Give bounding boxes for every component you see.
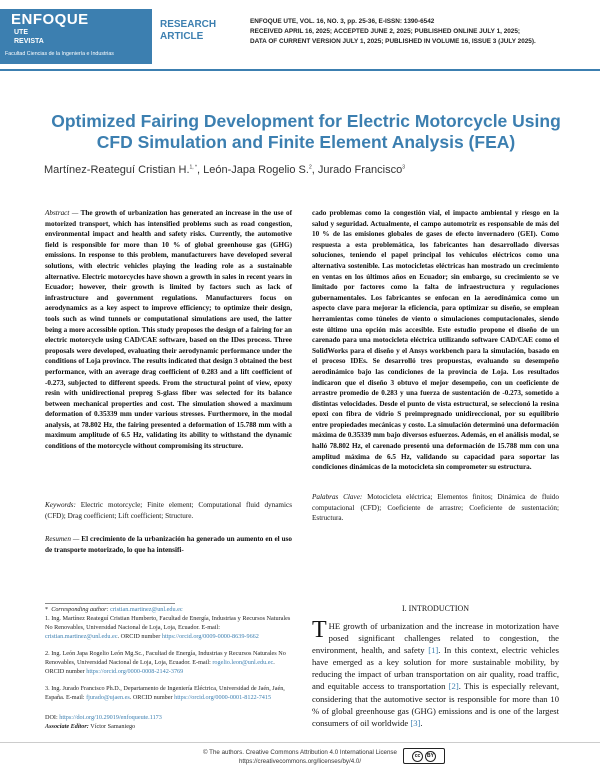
logo-line-ute: UTE (14, 29, 28, 36)
palabras-lead: Palabras Clave: (312, 493, 363, 501)
header-rule (0, 69, 600, 71)
footnote-1 (45, 614, 295, 642)
resumen-left (45, 534, 292, 555)
footnote-1-email-link[interactable]: cristian.martinez@unl.edu.ec (45, 633, 118, 641)
citation-link-3[interactable]: [3] (410, 717, 421, 728)
attribution-icon: BY (425, 751, 436, 762)
footnote-1-orcid-link[interactable]: https://orcid.org/0009-0000-8639-9662 (161, 633, 259, 641)
footnote-1-orcid-label: . ORCID number (117, 633, 161, 641)
abstract-text: The growth of urbanization has generated an increase in the use of motorized transport, which has intensified problems such as road congestion, environmental impact and health and safety risks. Currently, the automotive field is responsible for more than 10 % of global greenhouse gas (GHG) emissions. In response to this problem, manufacturers have developed several solutions, with electric vehicles playing the leading role as a sustainable alternative. Electric motorcycles have shown a growth in sales in recent years in Ecuador; however, their growth is limited by factors such as lack of infrastructure and government regulations. Manufacturers focus on aerodynamics as a key aspect to improve efficiency; to optimize their design, tools such as wind tunnels or computational simulations are used, the latter being a more accessible option. This study proposes the design of a fairing for an electric motorcycle using CAD/CAE software, based on the IDes process. Three proposals were developed, evaluating their aerodynamic performance under the conditions of Loja province. The results indicated that design 3 obtained the best performance, with an average drag coefficient of 0.283 and a lift coefficient of -0.273, subjected to different speeds. From the structural point of view, epoxy resin with unidirectional prepreg S-glass fiber was selected for its balance between mechanical properties and cost. The simulation showed a maximum deformation of 0.35339 mm under various stresses. Furthermore, in the modal analysis, at 78.802 Hz, the fairing presented a deformation of 15.788 mm with a maximum amplitude of 6.5 Hz, validating its ability to withstand the dynamic conditions of the motorcycle without compromising its structure. (45, 209, 293, 451)
section-heading-introduction: I. INTRODUCTION (401, 604, 470, 613)
footnote-3-email-link[interactable]: fjurado@ujaen.es (86, 694, 130, 702)
footnote-3 (45, 684, 295, 702)
license-text: © The authors. Creative Commons Attribution 4.0 International License (203, 749, 397, 756)
author-1: Martínez-Reateguí Cristian H. (44, 164, 190, 176)
author-2: , León-Japa Rogelio S. (197, 164, 309, 176)
footnote-2 (45, 649, 295, 677)
citation-link-1[interactable]: [1] (428, 645, 439, 656)
editor-label: Associate Editor: (45, 723, 89, 730)
footnote-3-number: 3. (45, 685, 50, 692)
corresponding-label: Corresponding author: (51, 606, 109, 613)
abstract (45, 208, 292, 452)
journal-info-line2: RECEIVED APRIL 16, 2025; ACCEPTED JUNE 2, 2025; PUBLISHED ONLINE JULY 1, 2025; (250, 28, 521, 35)
keywords-lead: Keywords: (45, 501, 76, 509)
footer-rule (0, 742, 600, 743)
footnote-3-orcid-link[interactable]: https://orcid.org/0000-0001-8122-7415 (174, 694, 272, 702)
introduction-text (312, 617, 559, 729)
article-title: Optimized Fairing Development for Electric Motorcycle Using CFD Simulation and Finite Element Analysis (FEA) (51, 111, 561, 152)
resumen-right: cado problemas como la congestión vial, el impacto ambiental y riesgo en la salud y seguridad. Actualmente, el campo automotriz es responsable de más del 10 % de las emisiones globales de gases de efecto invernadero (GEI). Como respuesta a esta problemática, los fabricantes han desarrollado diversas soluciones, teniendo el papel principal los vehículos eléctricos como una alternativa sostenible. Las motocicletas eléctricas han mostrado un crecimiento en ventas en los últimos años en Ecuador; sin embargo, su crecimiento se ve limitado por factores como la falta de infraestructura y regulaciones gubernamentales. Los fabricantes se enfocan en la aerodinámica como un aspecto clave para mejorar la eficiencia, para optimizar su diseño, se emplean herramientas como túneles de viento o simulaciones computacionales, siendo este último una opción más accesible. Este estudio propone el diseño de un carenado para una motocicleta eléctrica utilizando software CAD/CAE como el SolidWorks para el diseño y el Ansys workbench para la simulación, basado en el proceso IDEs. Se desarrolló tres propuestas, evaluando su desempeño aerodinámico bajo las condiciones de la provincia de Loja. Los resultados indicaron que el diseño 3 obtuvo el mejor desempeño, con un coeficiente de arrastre promedio de 0.283 y una fuerza de sustentación de -0.273, sometido a distintas velocidades. Desde el punto de vista estructural, se seleccionó la resina epoxi con fibra de vidrio S preimpregnado unidireccional, por su equilibrio entre propiedades mecánicas y costo. La simulación determinó una deformación máxima de 0.35339 mm bajo diversos esfuerzos. Además, en el análisis modal, se halló 78.802 Hz, el carenado presentó una deformación de 15.788 mm con una amplitud máxima de 6.5 Hz, validando su capacidad para soportar las condiciones dinámicas de la motocicleta sin comprometer su estructura. (312, 209, 559, 472)
journal-logo (0, 9, 152, 64)
citation-link-2[interactable]: [2] (448, 681, 459, 692)
intro-text-b: . In this context, electric vehicles have emerged as a key solution for more sustainable mobility, by reducing the impact of urban transportation on air quality, road traffic, and equitable access to transportation (312, 645, 559, 692)
journal-info (250, 17, 595, 47)
journal-info-line1: ENFOQUE UTE, VOL. 16, NO. 3, pp. 25-36, E-ISSN: 1390-6542 (250, 18, 435, 25)
author-3: , Jurado Francisco (311, 164, 403, 176)
doi-line (45, 713, 295, 722)
corresponding-email-link[interactable]: cristian.martinez@unl.edu.ec (110, 606, 183, 613)
article-type (160, 19, 216, 43)
footnote-1-text: Ing. Martínez Reateguí Cristian Humberto, Facultad de Energía, Industrias y Recursos Naturales No Renovables, Universidad Nacional de Loja, Loja, Ecuador. E-mail: (45, 615, 291, 632)
keywords-text: Electric motorcycle; Finite element; Computational fluid dynamics (CFD); Drag coefficient; Lift coefficient; Structure. (45, 501, 292, 520)
doi-label: DOI: (45, 714, 58, 721)
resumen-text-left: El crecimiento de la urbanización ha generado un aumento en el uso de transporte motorizado, lo que ha intensifi- (45, 535, 293, 554)
creative-commons-icon: cc (412, 751, 423, 762)
doi-link[interactable]: https://doi.org/10.29019/enfoqueute.1173 (59, 714, 162, 721)
palabras-clave (312, 492, 559, 524)
editor-name: Víctor Samaniego (90, 723, 136, 730)
article-type-line2: ARTICLE (160, 31, 204, 42)
footnote-2-orcid-label: . ORCID number (45, 659, 275, 676)
logo-line-revista: REVISTA (14, 38, 44, 45)
footnote-2-text: Ing. León Japa Rogelio León Mg.Sc., Facultad de Energía, Industrias y Recursos Naturales No Renovables, Universidad Nacional de Loja, Loja, Ecuador. E-mail: (45, 650, 286, 667)
intro-text-c: . This is especially relevant, considering that the automotive sector is responsible for more than 10 % of global greenhouse gas (GHG) emissions and is one of the largest consumers of oil worldwide (312, 681, 559, 728)
license-link[interactable]: https://creativecommons.org/licenses/by/4.0/ (238, 757, 362, 765)
resumen-lead: Resumen — (45, 535, 80, 543)
footnote-rule (45, 603, 175, 604)
author-3-sup: 3 (402, 164, 405, 171)
editor-line (45, 722, 295, 731)
article-type-line1: RESEARCH (160, 19, 217, 30)
journal-info-line3: DATA OF CURRENT VERSION JULY 1, 2025; PUBLISHED IN VOLUME 16, ISSUE 3 (JULY 2025). (250, 38, 536, 45)
footnote-2-number: 2. (45, 650, 50, 657)
authors (44, 164, 405, 176)
logo-title: ENFOQUE (11, 11, 89, 28)
footnote-2-email-link[interactable]: rogelio.leon@unl.edu.ec (212, 659, 274, 667)
footnote-3-orcid-label: . ORCID number (129, 694, 173, 702)
keywords (45, 500, 292, 521)
palabras-text: Motocicleta eléctrica; Elementos finitos; Dinámica de fluido computacional (CFD); Coeficiente de arrastre; Coeficiente de sustentación; Estructura. (312, 493, 559, 523)
abstract-lead: Abstract — (45, 209, 79, 217)
footnote-3-text: Ing. Jurado Francisco Ph.D., Departamento de Ingeniería Eléctrica, Universidad de Jaén, Jaén, España. E-mail: (45, 685, 285, 702)
drop-cap: T (312, 617, 327, 643)
license-footer (0, 749, 600, 766)
footnote-corresponding: * Corresponding author: cristian.martinez@unl.edu.ec (45, 606, 183, 613)
cc-by-badge[interactable] (403, 748, 445, 764)
intro-text-a: HE growth of urbanization and the increase in motorization have posed significant challenges related to congestion, the environment, health, and safety (312, 621, 559, 656)
intro-text-d: . (420, 717, 423, 728)
logo-faculty: Facultad Ciencias de la Ingeniería e Industrias (5, 51, 114, 57)
author-1-sup: 1, * (189, 164, 198, 171)
footnote-1-number: 1. (45, 615, 50, 622)
footnote-2-orcid-link[interactable]: https://orcid.org/0000-0008-2142-3769 (86, 668, 184, 676)
author-2-sup: 2 (308, 164, 312, 171)
